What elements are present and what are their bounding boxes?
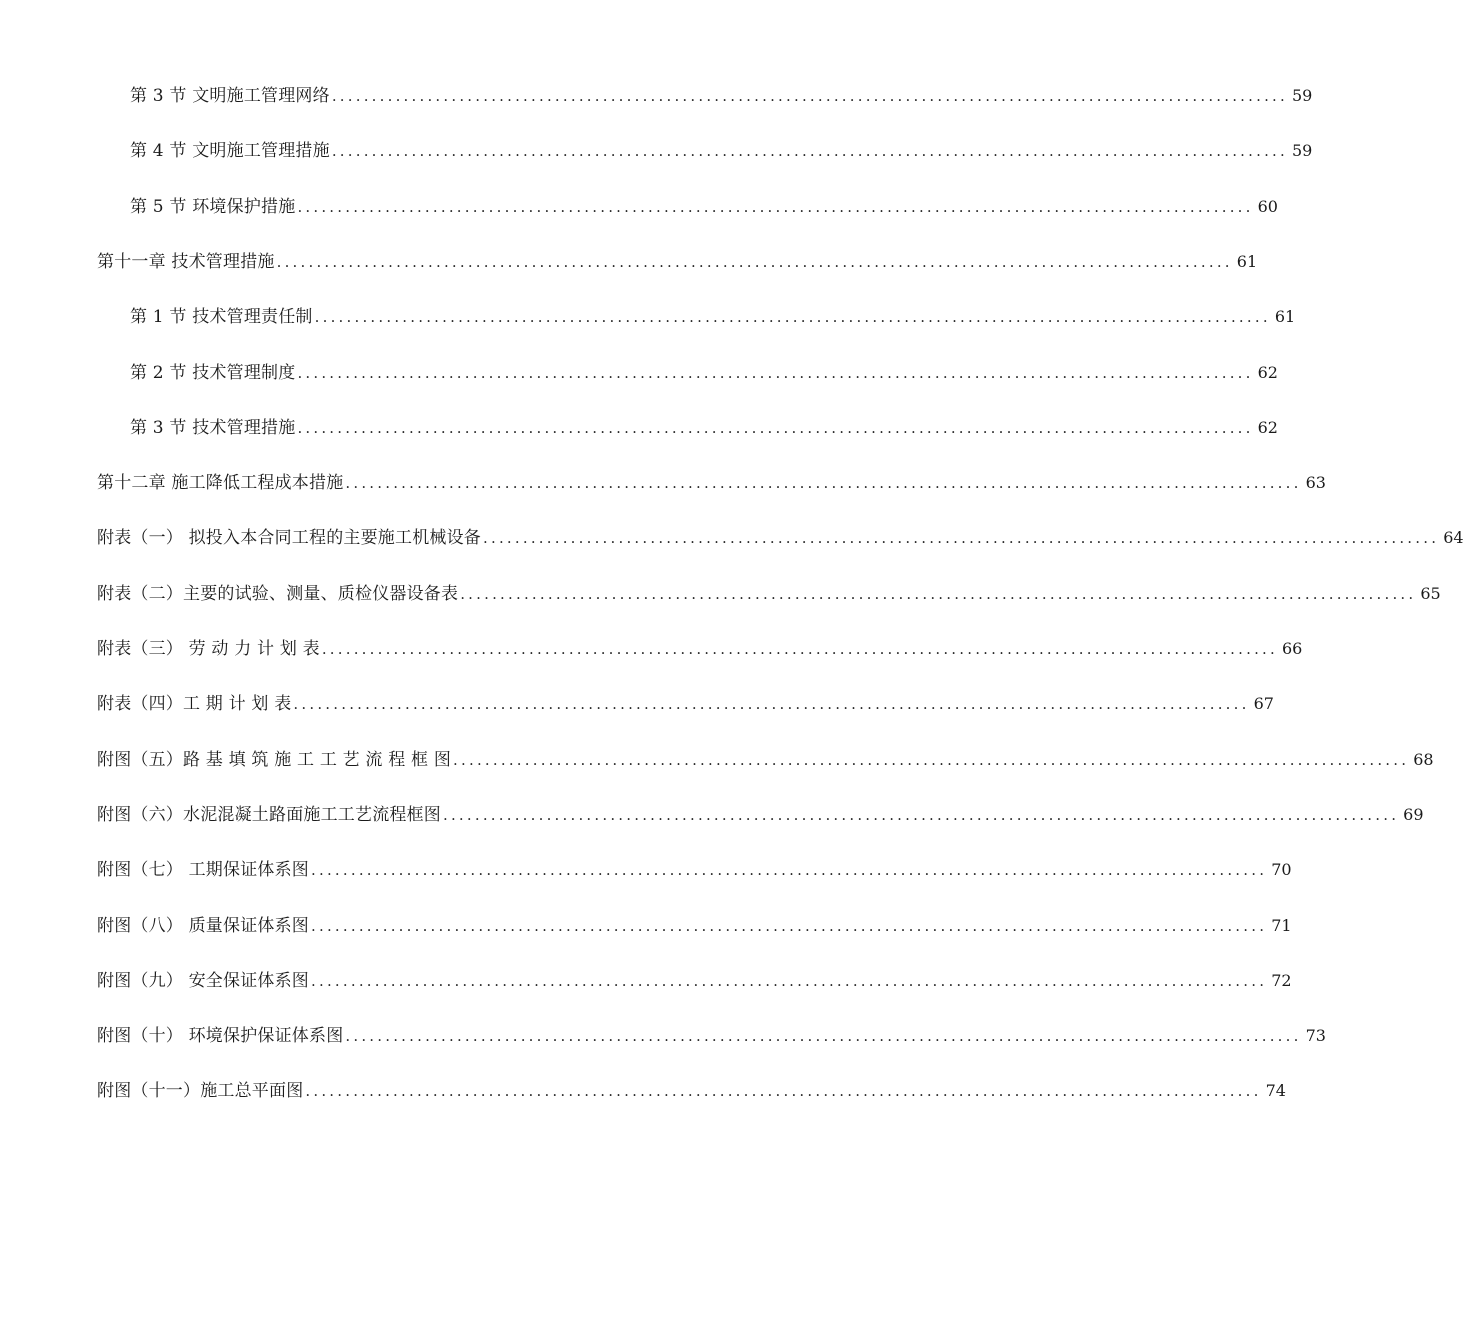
toc-entry[interactable] — [97, 637, 1303, 661]
toc-leader-dots: ........................................................................................................................ — [460, 585, 1417, 603]
toc-leader-dots: ........................................................................................................................ — [297, 198, 1254, 216]
toc-entry-page: 61 — [1274, 307, 1296, 326]
toc-leader-dots: ........................................................................................................................ — [453, 751, 1410, 769]
toc-entry-page: 74 — [1265, 1081, 1286, 1100]
toc-leader-dots: ........................................................................................................................ — [297, 364, 1254, 382]
toc-entry-title: 附图（六）水泥混凝土路面施工工艺流程框图 — [97, 805, 441, 825]
toc-entry-page: 62 — [1257, 418, 1278, 437]
toc-entry[interactable] — [130, 416, 1278, 440]
toc-entry-page: 71 — [1271, 916, 1292, 935]
toc-entry-title: 第 3 节 文明施工管理网络 — [130, 86, 330, 106]
toc-entry[interactable] — [97, 1079, 1286, 1103]
toc-entry-page: 69 — [1403, 805, 1424, 824]
toc-entry-title: 附图（五）路 基 填 筑 施 工 工 艺 流 程 框 图 — [97, 750, 452, 770]
toc-entry-page: 68 — [1413, 750, 1434, 769]
toc-entry[interactable] — [130, 139, 1313, 163]
toc-entry-title: 附图（八） 质量保证体系图 — [97, 916, 310, 936]
toc-entry-page: 61 — [1236, 252, 1258, 271]
toc-entry-title: 第 1 节 技术管理责任制 — [130, 307, 313, 327]
toc-entry-title: 第十二章 施工降低工程成本措施 — [97, 473, 344, 493]
toc-entry[interactable] — [130, 361, 1278, 385]
toc-entry-page: 66 — [1282, 639, 1303, 658]
toc-leader-dots: ........................................................................................................................ — [331, 142, 1288, 160]
toc-entry-title: 第 3 节 技术管理措施 — [130, 418, 296, 438]
toc-entry-title: 附表（二）主要的试验、测量、质检仪器设备表 — [97, 584, 459, 604]
toc-entry[interactable] — [130, 305, 1296, 329]
toc-leader-dots: ........................................................................................................................ — [345, 474, 1302, 492]
toc-entry[interactable] — [97, 914, 1292, 938]
toc-entry-title: 附图（七） 工期保证体系图 — [97, 860, 310, 880]
toc-entry-page: 67 — [1253, 694, 1274, 713]
toc-entry[interactable] — [97, 858, 1292, 882]
toc-entry-title: 附表（三） 劳 动 力 计 划 表 — [97, 639, 320, 659]
toc-leader-dots: ........................................................................................................................ — [305, 1082, 1262, 1100]
toc-entry[interactable] — [130, 195, 1278, 219]
toc-entry-page: 63 — [1305, 473, 1326, 492]
toc-entry[interactable] — [97, 526, 1464, 550]
toc-leader-dots: ........................................................................................................................ — [293, 695, 1250, 713]
toc-entry-title: 第 5 节 环境保护措施 — [130, 197, 296, 217]
toc-entry[interactable] — [97, 1024, 1326, 1048]
toc-entry-page: 65 — [1420, 584, 1441, 603]
toc-entry[interactable] — [97, 969, 1292, 993]
toc-entry[interactable] — [97, 692, 1274, 716]
toc-leader-dots: ........................................................................................................................ — [311, 861, 1268, 879]
toc-entry-page: 59 — [1292, 86, 1313, 105]
toc-leader-dots: ........................................................................................................................ — [311, 972, 1268, 990]
toc-entry-page: 73 — [1305, 1026, 1326, 1045]
toc-entry-page: 72 — [1271, 971, 1292, 990]
toc-leader-dots: ........................................................................................................................ — [345, 1027, 1302, 1045]
toc-leader-dots: ........................................................................................................................ — [321, 640, 1278, 658]
toc-entry-title: 附表（四）工 期 计 划 表 — [97, 694, 292, 714]
toc-entry-page: 70 — [1271, 860, 1292, 879]
toc-entry[interactable] — [97, 803, 1424, 827]
toc-entry-title: 附表（一） 拟投入本合同工程的主要施工机械设备 — [97, 528, 482, 548]
toc-entry-title: 第 4 节 文明施工管理措施 — [130, 141, 330, 161]
toc-leader-dots: ........................................................................................................................ — [314, 308, 1271, 326]
toc-entry-title: 附图（十） 环境保护保证体系图 — [97, 1026, 344, 1046]
toc-entry[interactable] — [130, 84, 1313, 108]
toc-entry-page: 64 — [1443, 528, 1464, 547]
toc-entry-page: 60 — [1257, 197, 1278, 216]
toc-entry-title: 附图（九） 安全保证体系图 — [97, 971, 310, 991]
toc-entry[interactable] — [97, 471, 1326, 495]
toc-leader-dots: ........................................................................................................................ — [297, 419, 1254, 437]
toc-leader-dots: ........................................................................................................................ — [331, 87, 1288, 105]
toc-entry-title: 第十一章 技术管理措施 — [97, 252, 275, 272]
toc-leader-dots: ........................................................................................................................ — [311, 917, 1268, 935]
toc-entry[interactable] — [97, 250, 1258, 274]
toc-entry-page: 59 — [1292, 141, 1313, 160]
toc-entry-title: 附图（十一）施工总平面图 — [97, 1081, 304, 1101]
toc-entry-title: 第 2 节 技术管理制度 — [130, 363, 296, 383]
toc-entry[interactable] — [97, 582, 1441, 606]
toc-leader-dots: ........................................................................................................................ — [276, 253, 1233, 271]
toc-leader-dots: ........................................................................................................................ — [483, 529, 1440, 547]
toc-leader-dots: ........................................................................................................................ — [443, 806, 1400, 824]
toc-entry[interactable] — [97, 748, 1434, 772]
toc-entry-page: 62 — [1257, 363, 1278, 382]
